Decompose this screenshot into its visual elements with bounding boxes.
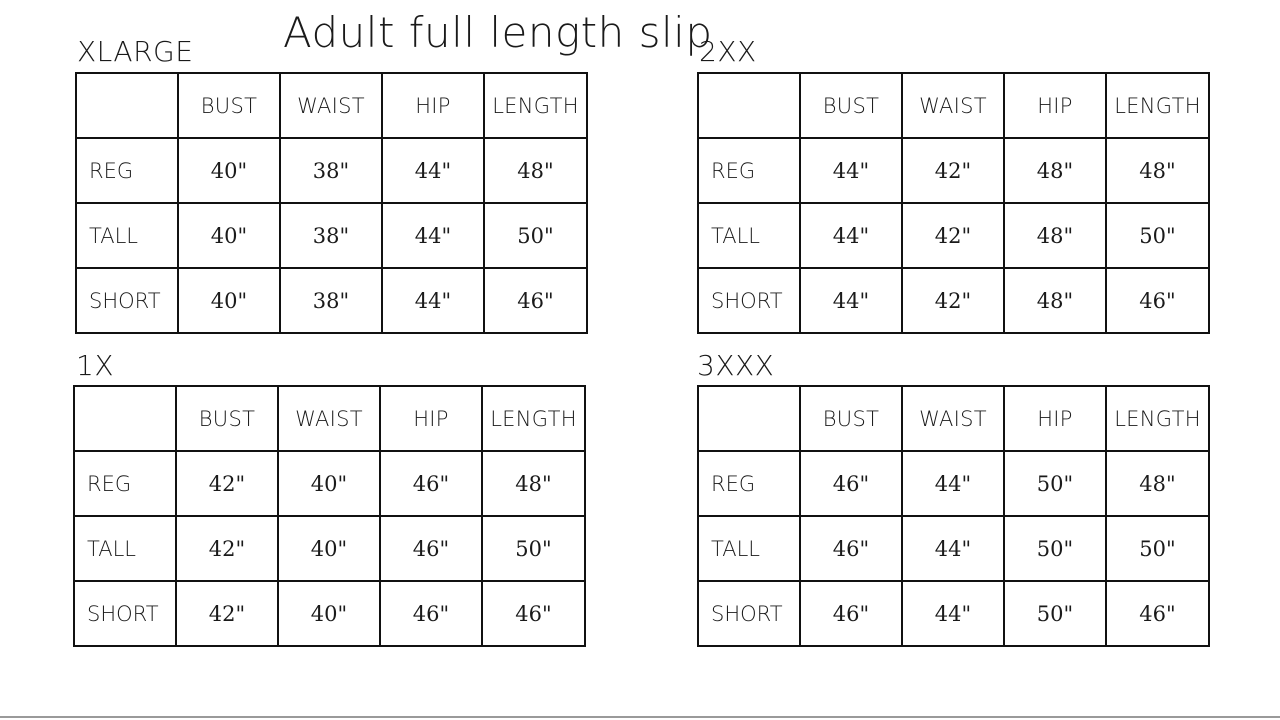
bust-value: 40" (178, 138, 280, 203)
bust-value: 46" (800, 581, 902, 646)
waist-value: 44" (902, 451, 1004, 516)
waist-value: 42" (902, 203, 1004, 268)
table-row (698, 203, 1209, 268)
header-waist: WAIST (280, 73, 382, 138)
bust-value: 42" (176, 516, 278, 581)
bust-value: 42" (176, 581, 278, 646)
hip-value: 48" (1004, 268, 1106, 333)
row-label: TALL (698, 203, 800, 268)
header-waist: WAIST (902, 73, 1004, 138)
waist-value: 38" (280, 138, 382, 203)
table-header-row (76, 73, 587, 138)
header-length: LENGTH (1106, 73, 1209, 138)
waist-value: 42" (902, 138, 1004, 203)
bottom-divider (0, 716, 1280, 718)
length-value: 48" (482, 451, 585, 516)
header-bust: BUST (800, 386, 902, 451)
row-label: SHORT (74, 581, 176, 646)
waist-value: 40" (278, 581, 380, 646)
bust-value: 46" (800, 451, 902, 516)
header-waist: WAIST (278, 386, 380, 451)
table-row (74, 516, 585, 581)
waist-value: 38" (280, 268, 382, 333)
hip-value: 48" (1004, 138, 1106, 203)
length-value: 46" (482, 581, 585, 646)
table-header-row (74, 386, 585, 451)
header-corner (76, 73, 178, 138)
bust-value: 40" (178, 203, 280, 268)
size-table-2xx (697, 72, 1210, 334)
length-value: 50" (1106, 516, 1209, 581)
length-value: 46" (1106, 268, 1209, 333)
hip-value: 48" (1004, 203, 1106, 268)
bust-value: 44" (800, 268, 902, 333)
hip-value: 50" (1004, 581, 1106, 646)
size-table-1x (73, 385, 586, 647)
row-label: TALL (76, 203, 178, 268)
row-label: SHORT (698, 268, 800, 333)
header-hip: HIP (382, 73, 484, 138)
table-row (698, 451, 1209, 516)
table-header-row (698, 73, 1209, 138)
table-row (76, 268, 587, 333)
header-bust: BUST (800, 73, 902, 138)
table-row (74, 581, 585, 646)
size-table-xlarge (75, 72, 588, 334)
header-corner (74, 386, 176, 451)
hip-value: 46" (380, 581, 482, 646)
hip-value: 50" (1004, 451, 1106, 516)
length-value: 48" (1106, 138, 1209, 203)
header-hip: HIP (1004, 386, 1106, 451)
table-row (76, 203, 587, 268)
length-value: 50" (484, 203, 587, 268)
header-corner (698, 73, 800, 138)
header-length: LENGTH (1106, 386, 1209, 451)
table-row (74, 451, 585, 516)
bust-value: 44" (800, 203, 902, 268)
table-row (698, 138, 1209, 203)
length-value: 46" (1106, 581, 1209, 646)
row-label: REG (74, 451, 176, 516)
bust-value: 42" (176, 451, 278, 516)
waist-value: 42" (902, 268, 1004, 333)
waist-value: 44" (902, 516, 1004, 581)
header-length: LENGTH (484, 73, 587, 138)
header-bust: BUST (176, 386, 278, 451)
row-label: SHORT (698, 581, 800, 646)
waist-value: 40" (278, 451, 380, 516)
length-value: 46" (484, 268, 587, 333)
length-value: 50" (482, 516, 585, 581)
bust-value: 40" (178, 268, 280, 333)
size-label-3xxx: 3XXX (697, 349, 775, 382)
size-label-2xx: 2XX (699, 35, 757, 68)
bust-value: 44" (800, 138, 902, 203)
hip-value: 50" (1004, 516, 1106, 581)
length-value: 48" (1106, 451, 1209, 516)
hip-value: 44" (382, 268, 484, 333)
header-bust: BUST (178, 73, 280, 138)
header-hip: HIP (1004, 73, 1106, 138)
row-label: REG (698, 138, 800, 203)
waist-value: 40" (278, 516, 380, 581)
hip-value: 46" (380, 451, 482, 516)
header-corner (698, 386, 800, 451)
size-table-3xxx (697, 385, 1210, 647)
waist-value: 38" (280, 203, 382, 268)
hip-value: 44" (382, 203, 484, 268)
table-row (698, 268, 1209, 333)
header-hip: HIP (380, 386, 482, 451)
table-row (698, 516, 1209, 581)
header-length: LENGTH (482, 386, 585, 451)
size-label-xlarge: XLARGE (77, 35, 194, 68)
table-row (76, 138, 587, 203)
row-label: REG (76, 138, 178, 203)
table-header-row (698, 386, 1209, 451)
size-label-1x: 1X (76, 349, 114, 382)
row-label: SHORT (76, 268, 178, 333)
row-label: TALL (698, 516, 800, 581)
page-title: Adult full length slip (283, 8, 713, 57)
waist-value: 44" (902, 581, 1004, 646)
table-row (698, 581, 1209, 646)
bust-value: 46" (800, 516, 902, 581)
hip-value: 46" (380, 516, 482, 581)
length-value: 48" (484, 138, 587, 203)
length-value: 50" (1106, 203, 1209, 268)
hip-value: 44" (382, 138, 484, 203)
row-label: REG (698, 451, 800, 516)
header-waist: WAIST (902, 386, 1004, 451)
row-label: TALL (74, 516, 176, 581)
